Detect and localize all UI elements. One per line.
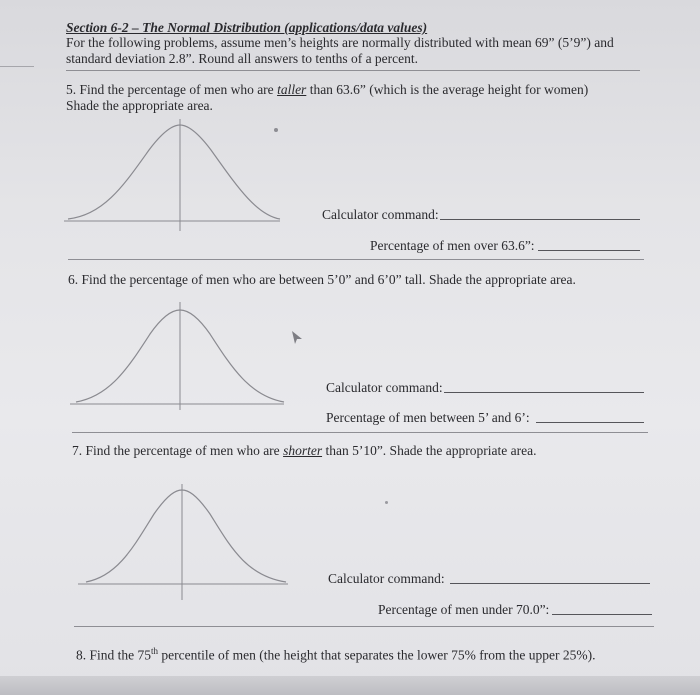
desk-edge-shadow <box>0 676 700 695</box>
divider <box>72 432 648 433</box>
problem-7-normal-curve[interactable] <box>78 480 294 604</box>
problem-6-answer-blank[interactable] <box>536 422 644 423</box>
problem-8-superscript: th <box>151 646 159 656</box>
problem-5-question <box>66 82 588 98</box>
pen-dot <box>385 501 388 504</box>
bell-curve <box>86 490 286 582</box>
mouse-cursor-icon <box>290 330 304 346</box>
problem-7-question <box>72 443 536 459</box>
problem-5-calc-blank[interactable] <box>440 219 640 220</box>
problem-7-answer-blank[interactable] <box>552 614 652 615</box>
page-edge-line <box>0 66 34 67</box>
problem-6-question: 6. Find the percentage of men who are between 5’0” and 6’0” tall. Shade the appropriate area. <box>68 272 576 287</box>
problem-8-text-b: percentile of men (the height that separates the lower 75% from the upper 25%). <box>158 647 596 663</box>
problem-7-text-b: than 5’10”. Shade the appropriate area. <box>322 443 537 458</box>
divider <box>66 70 640 71</box>
problem-8-question <box>76 643 596 664</box>
pen-dot <box>274 128 278 132</box>
problem-7-calc-label: Calculator command: <box>328 571 445 586</box>
problem-7-text-a: 7. Find the percentage of men who are <box>72 443 284 458</box>
problem-6-answer-label: Percentage of men between 5’ and 6’: <box>326 410 530 425</box>
problem-7-answer-label: Percentage of men under 70.0”: <box>378 602 550 617</box>
divider <box>74 626 654 627</box>
problem-6-calc-blank[interactable] <box>444 392 644 393</box>
problem-5-normal-curve[interactable] <box>64 115 284 235</box>
problem-5-text-a: 5. Find the percentage of men who are <box>66 82 278 97</box>
problem-8-text-a: 8. Find the 75 <box>76 647 152 663</box>
problem-5-answer-label: Percentage of men over 63.6”: <box>370 238 535 253</box>
problem-5-text-b: than 63.6” (which is the average height for women) <box>306 82 589 97</box>
problem-5-shade-instruction: Shade the appropriate area. <box>66 98 213 113</box>
problem-5-emphasis: taller <box>277 82 307 97</box>
problem-6-normal-curve[interactable] <box>70 298 290 414</box>
bell-curve <box>68 125 280 219</box>
intro-line-1: For the following problems, assume men’s heights are normally distributed with mean 69” (5’9”) and <box>66 35 614 50</box>
problem-5-calc-label: Calculator command: <box>322 207 439 222</box>
intro-line-2: standard deviation 2.8”. Round all answers to tenths of a percent. <box>66 51 419 66</box>
problem-7-emphasis: shorter <box>283 443 323 458</box>
problem-6-calc-label: Calculator command: <box>326 380 443 395</box>
problem-5-answer-blank[interactable] <box>538 250 640 251</box>
divider <box>68 259 644 260</box>
section-title: Section 6-2 – The Normal Distribution (applications/data values) <box>66 20 428 35</box>
problem-7-calc-blank[interactable] <box>450 583 650 584</box>
